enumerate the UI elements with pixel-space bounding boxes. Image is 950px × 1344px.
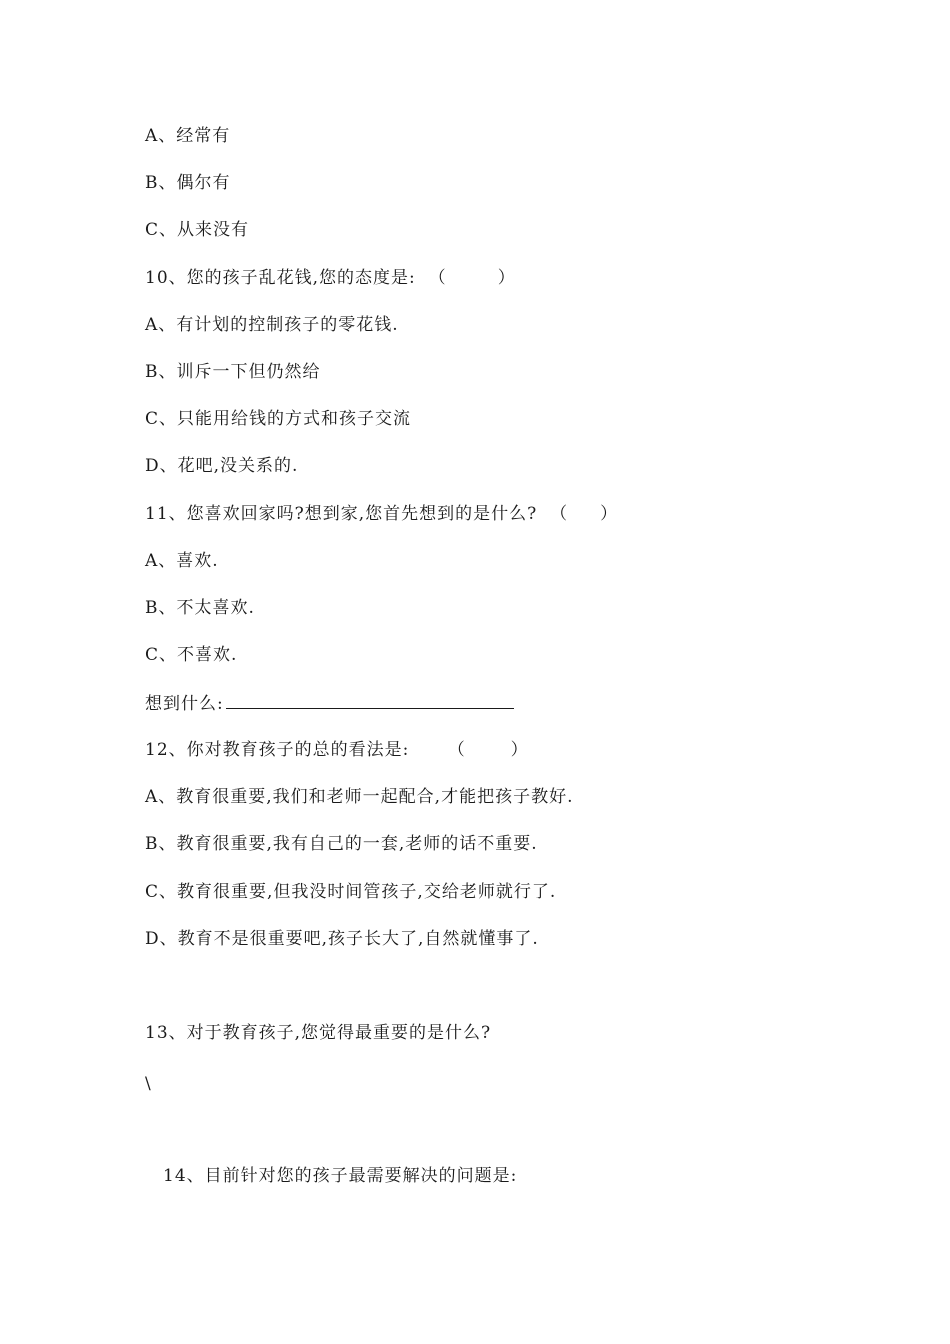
q9-option-b: B、偶尔有	[145, 173, 231, 193]
q11-option-c: C、不喜欢.	[145, 645, 238, 665]
q11-followup	[145, 691, 514, 716]
q9-option-a: A、经常有	[145, 126, 231, 146]
q11-option-a: A、喜欢.	[145, 551, 219, 571]
q11-question: 11、您喜欢回家吗?想到家,您首先想到的是什么? （ ）	[145, 504, 619, 524]
q10-option-b: B、训斥一下但仍然给	[145, 362, 321, 382]
q10-option-c: C、只能用给钱的方式和孩子交流	[145, 409, 412, 429]
q10-option-d: D、花吧,没关系的.	[145, 456, 299, 476]
q10-question: 10、您的孩子乱花钱,您的态度是: （ ）	[145, 268, 516, 288]
q14-question: 14、目前针对您的孩子最需要解决的问题是:	[163, 1166, 518, 1186]
q11-followup-label: 想到什么:	[145, 694, 224, 714]
q12-option-c: C、教育很重要,但我没时间管孩子,交给老师就行了.	[145, 882, 557, 902]
q11-answer-blank[interactable]	[226, 691, 514, 709]
q13-answer-mark: \	[145, 1074, 152, 1094]
q13-question: 13、对于教育孩子,您觉得最重要的是什么?	[145, 1023, 492, 1043]
q10-option-a: A、有计划的控制孩子的零花钱.	[145, 315, 399, 335]
q11-option-b: B、不太喜欢.	[145, 598, 255, 618]
q12-question: 12、你对教育孩子的总的看法是: （ ）	[145, 740, 529, 760]
q9-option-c: C、从来没有	[145, 220, 250, 240]
q12-option-a: A、教育很重要,我们和老师一起配合,才能把孩子教好.	[145, 787, 574, 807]
q12-option-d: D、教育不是很重要吧,孩子长大了,自然就懂事了.	[145, 929, 539, 949]
q12-option-b: B、教育很重要,我有自己的一套,老师的话不重要.	[145, 834, 538, 854]
